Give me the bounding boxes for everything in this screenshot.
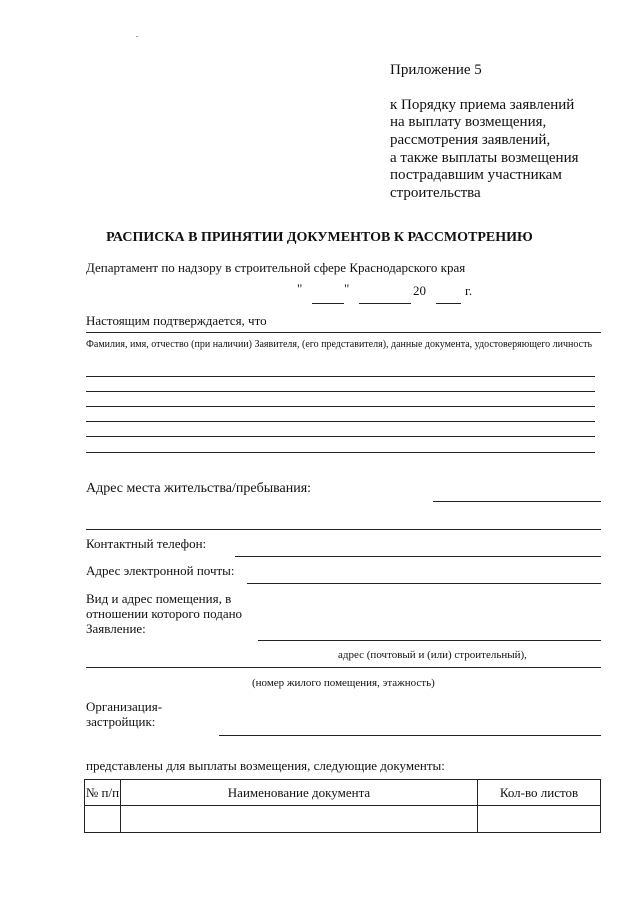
- address-line-full: [86, 529, 601, 530]
- confirm-text: Настоящим подтверждается, что: [86, 313, 267, 328]
- scan-speck: [136, 36, 138, 37]
- address-hint: адрес (почтовый и (или) строительный),: [338, 649, 527, 661]
- table-row: [85, 806, 601, 833]
- phone-line: [235, 556, 601, 557]
- applicant-blank-line: [86, 452, 595, 453]
- annex-line-5: пострадавшим участникам: [390, 167, 562, 183]
- header-number: № п/п: [85, 780, 121, 806]
- applicant-blank-line: [86, 376, 595, 377]
- developer-label-1: Организация-: [86, 699, 163, 714]
- header-document-name: Наименование документа: [121, 780, 478, 806]
- phone-label: Контактный телефон:: [86, 536, 207, 551]
- applicant-blank-line: [86, 391, 595, 392]
- annex-line-3: рассмотрения заявлений,: [390, 132, 551, 148]
- applicant-hint: Фамилия, имя, отчество (при наличии) Заявителя, (его представителя), данные документа, удостоверяющего личность: [86, 339, 593, 350]
- cell-document-name: [121, 806, 478, 833]
- header-sheet-count: Кол-во листов: [478, 780, 601, 806]
- date-day-line: [312, 303, 344, 304]
- applicant-blank-line: [86, 406, 595, 407]
- premises-label-2: отношении которого подано: [86, 606, 243, 621]
- date-quote-close: ": [344, 281, 350, 296]
- table-header-row: [85, 780, 601, 806]
- document-title: РАСПИСКА В ПРИНЯТИИ ДОКУМЕНТОВ К РАССМОТРЕНИЮ: [106, 230, 533, 245]
- annex-line-1: к Порядку приема заявлений: [390, 97, 575, 113]
- documents-table: [84, 779, 601, 833]
- date-year-prefix: 20: [413, 283, 426, 298]
- date-quote-open: ": [297, 281, 303, 296]
- applicant-blank-line: [86, 436, 595, 437]
- applicant-line-top: [86, 332, 601, 333]
- premises-line-2: [86, 667, 601, 668]
- annex-line-4: а также выплаты возмещения: [390, 150, 579, 166]
- cell-number: [85, 806, 121, 833]
- annex-line-6: строительства: [390, 185, 481, 201]
- applicant-blank-line: [86, 421, 595, 422]
- cell-sheet-count: [478, 806, 601, 833]
- date-year-suffix: г.: [465, 283, 473, 298]
- email-line: [247, 583, 601, 584]
- premises-hint: (номер жилого помещения, этажность): [252, 677, 435, 689]
- annex-number: Приложение 5: [390, 62, 482, 78]
- premises-label-1: Вид и адрес помещения, в: [86, 591, 232, 606]
- docs-intro: представлены для выплаты возмещения, следующие документы:: [86, 758, 445, 773]
- date-month-line: [359, 303, 411, 304]
- address-label: Адрес места жительства/пребывания:: [86, 481, 312, 496]
- department-name: Департамент по надзору в строительной сфере Краснодарского края: [86, 260, 466, 275]
- developer-label-2: застройщик:: [86, 714, 156, 729]
- date-year-line: [436, 303, 461, 304]
- address-line-short: [433, 501, 601, 502]
- developer-line: [219, 735, 601, 736]
- annex-line-2: на выплату возмещения,: [390, 114, 547, 130]
- premises-label-3: Заявление:: [86, 621, 146, 636]
- email-label: Адрес электронной почты:: [86, 563, 235, 578]
- premises-line-1: [258, 640, 601, 641]
